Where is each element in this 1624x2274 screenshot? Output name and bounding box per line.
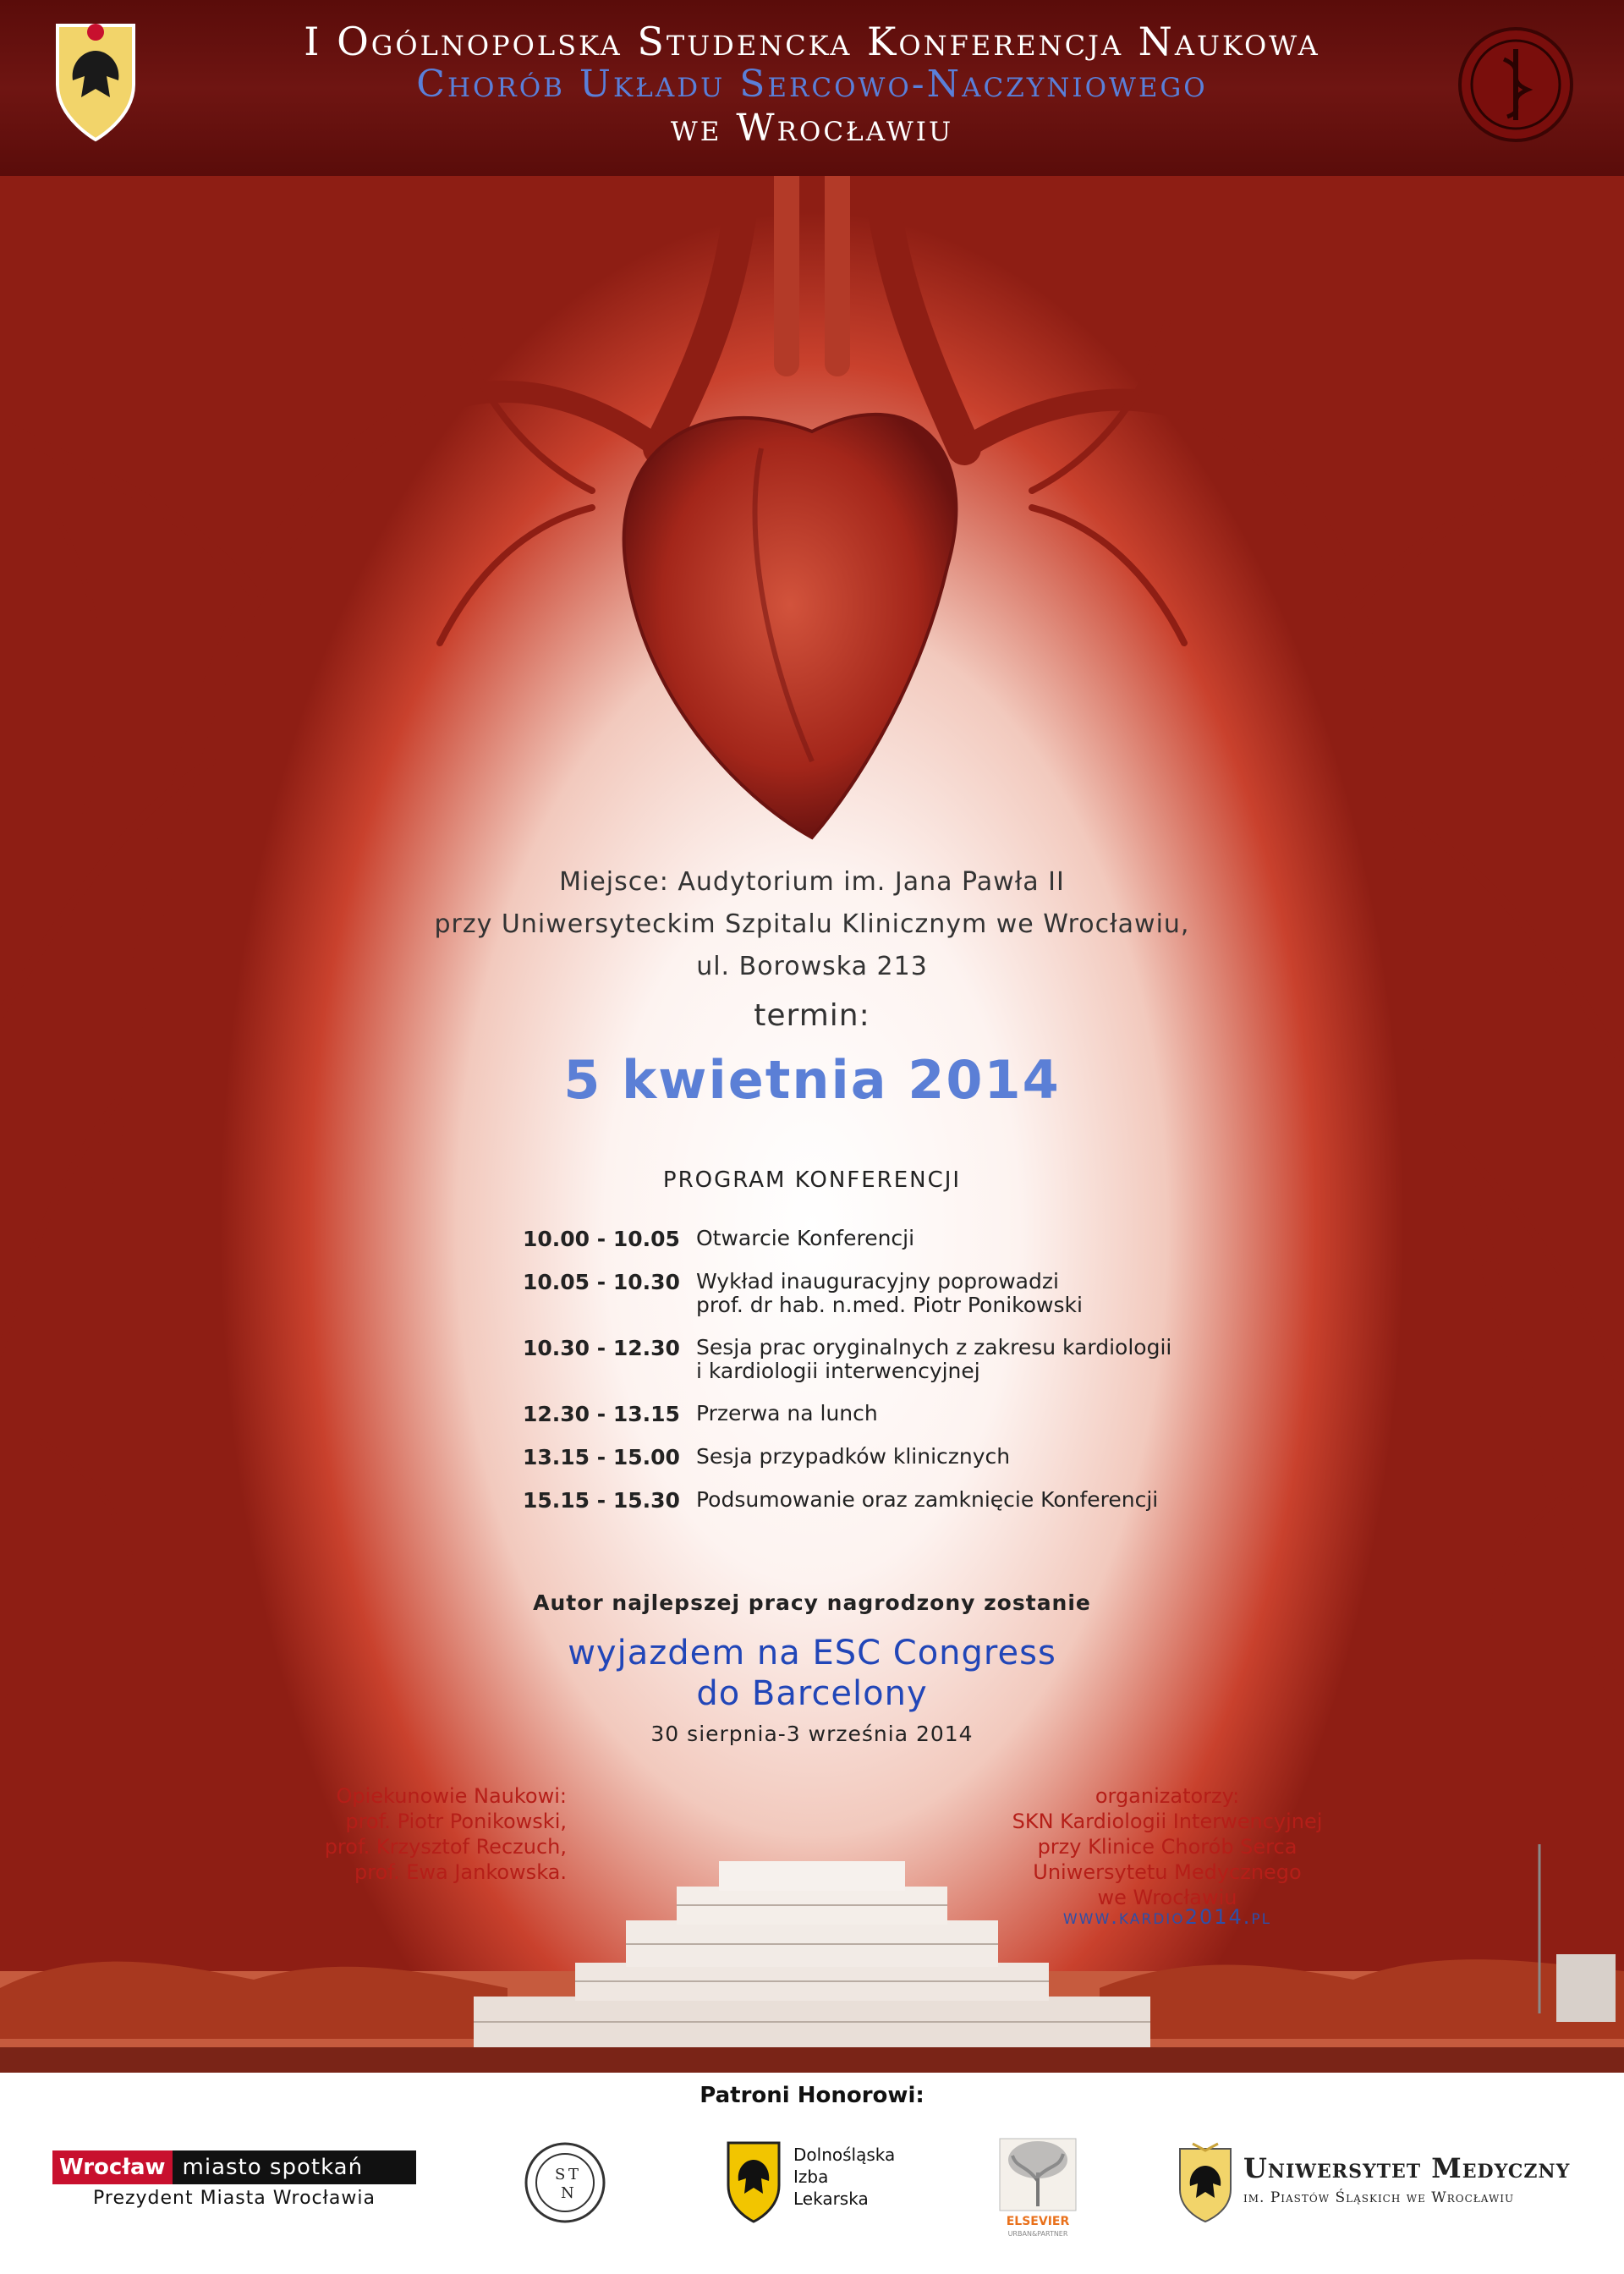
website-link[interactable]: www.kardio2014.pl	[1062, 1905, 1272, 1929]
program-row	[523, 1488, 1284, 1513]
stn-letter: N	[561, 2184, 574, 2202]
award-line1: wyjazdem na ESC Congress	[568, 1634, 1056, 1673]
venue-line1: Miejsce: Audytorium im. Jana Pawła II	[559, 867, 1065, 897]
organizer-line: Uniwersytetu Medycznego	[1033, 1860, 1302, 1884]
centennial-hall-illustration	[0, 1819, 1624, 2073]
termin-label: termin:	[754, 998, 870, 1033]
patrons-title: Patroni Honorowi:	[700, 2083, 924, 2108]
um-subtitle: im. Piastów Śląskich we Wrocławiu	[1243, 2189, 1515, 2206]
um-crest-icon	[1176, 2140, 1235, 2225]
program-row	[523, 1445, 1284, 1469]
program-time: 12.30 - 13.15	[523, 1402, 680, 1426]
program-row	[523, 1270, 1284, 1317]
organizers-title: organizatorzy:	[1095, 1784, 1240, 1808]
organizer-line: we Wrocławiu	[1097, 1886, 1237, 1909]
supervisor-name: prof. Krzysztof Reczuch,	[324, 1835, 567, 1859]
program-row	[523, 1402, 1284, 1426]
footer-patrons	[0, 2073, 1624, 2274]
program-row	[523, 1336, 1284, 1383]
um-title: Uniwersytet Medyczny	[1243, 2152, 1571, 2184]
venue-info	[0, 861, 1624, 988]
venue-line3: ul. Borowska 213	[696, 952, 928, 981]
wroclaw-logo-sub: Prezydent Miasta Wrocławia	[93, 2188, 376, 2209]
program-title: PROGRAM KONFERENCJI	[662, 1167, 962, 1193]
organizers	[956, 1783, 1379, 1910]
program-time: 10.05 - 10.30	[523, 1270, 680, 1294]
program-time: 10.30 - 12.30	[523, 1336, 680, 1360]
elsevier-name: ELSEVIER	[1006, 2215, 1070, 2228]
program-desc: Przerwa na lunch	[696, 1401, 878, 1425]
organizer-line: przy Klinice Chorób Serca	[1037, 1835, 1298, 1859]
conference-date: 5 kwietnia 2014	[563, 1049, 1061, 1111]
scientific-supervisors	[279, 1783, 567, 1885]
program-desc: Podsumowanie oraz zamknięcie Konferencji	[696, 1487, 1159, 1512]
header-banner	[0, 0, 1624, 176]
supervisor-name: prof. Ewa Jankowska.	[354, 1860, 567, 1884]
wroclaw-logo-black: miasto spotkań	[173, 2150, 416, 2184]
wroclaw-logo-red: Wrocław	[52, 2150, 173, 2184]
elsevier-logo	[991, 2130, 1084, 2240]
program-desc: Wykład inauguracyjny poprowadzi prof. dr hab. n.med. Piotr Ponikowski	[696, 1269, 1083, 1317]
award-dates: 30 sierpnia-3 września 2014	[650, 1722, 974, 1746]
supervisor-name: prof. Piotr Ponikowski,	[345, 1810, 567, 1833]
program-schedule	[523, 1227, 1284, 1531]
dil-logo	[724, 2139, 944, 2232]
award-intro: Autor najlepszej pracy nagrodzony zostanie	[533, 1590, 1091, 1615]
elsevier-sub: URBAN&PARTNER	[1007, 2230, 1068, 2238]
wroclaw-logo	[52, 2150, 416, 2209]
organizer-line: SKN Kardiologii Interwencyjnej	[1012, 1810, 1323, 1833]
conference-title-line1: I Ogólnopolska Studencka Konferencja Naukowa	[304, 19, 1320, 64]
dil-crest-icon	[724, 2139, 783, 2223]
program-time: 10.00 - 10.05	[523, 1227, 680, 1251]
elsevier-tree-icon	[991, 2130, 1084, 2215]
award-line2: do Barcelony	[696, 1674, 928, 1713]
program-time: 13.15 - 15.00	[523, 1445, 680, 1469]
award-headline	[0, 1633, 1624, 1714]
conference-title-line2: Chorób Układu Sercowo-Naczyniowego	[416, 63, 1208, 106]
venue-line2: przy Uniwersyteckim Szpitalu Klinicznym we Wrocławiu,	[434, 909, 1190, 939]
conference-title-line3: we Wrocławiu	[670, 107, 954, 150]
medical-caduceus-icon	[1457, 25, 1575, 144]
stn-letter: S	[555, 2166, 566, 2183]
dil-text: Dolnośląska Izba Lekarska	[793, 2145, 896, 2209]
stn-letter: T	[568, 2166, 579, 2183]
stn-seal-icon	[523, 2140, 607, 2225]
program-desc: Sesja prac oryginalnych z zakresu kardiologii i kardiologii interwencyjnej	[696, 1335, 1172, 1383]
program-time: 15.15 - 15.30	[523, 1488, 680, 1513]
supervisors-title: Opiekunowie Naukowi:	[336, 1784, 567, 1808]
program-desc: Sesja przypadków klinicznych	[696, 1444, 1011, 1469]
program-row	[523, 1227, 1284, 1251]
medical-university-logo	[1176, 2140, 1582, 2233]
program-desc: Otwarcie Konferencji	[696, 1226, 915, 1250]
